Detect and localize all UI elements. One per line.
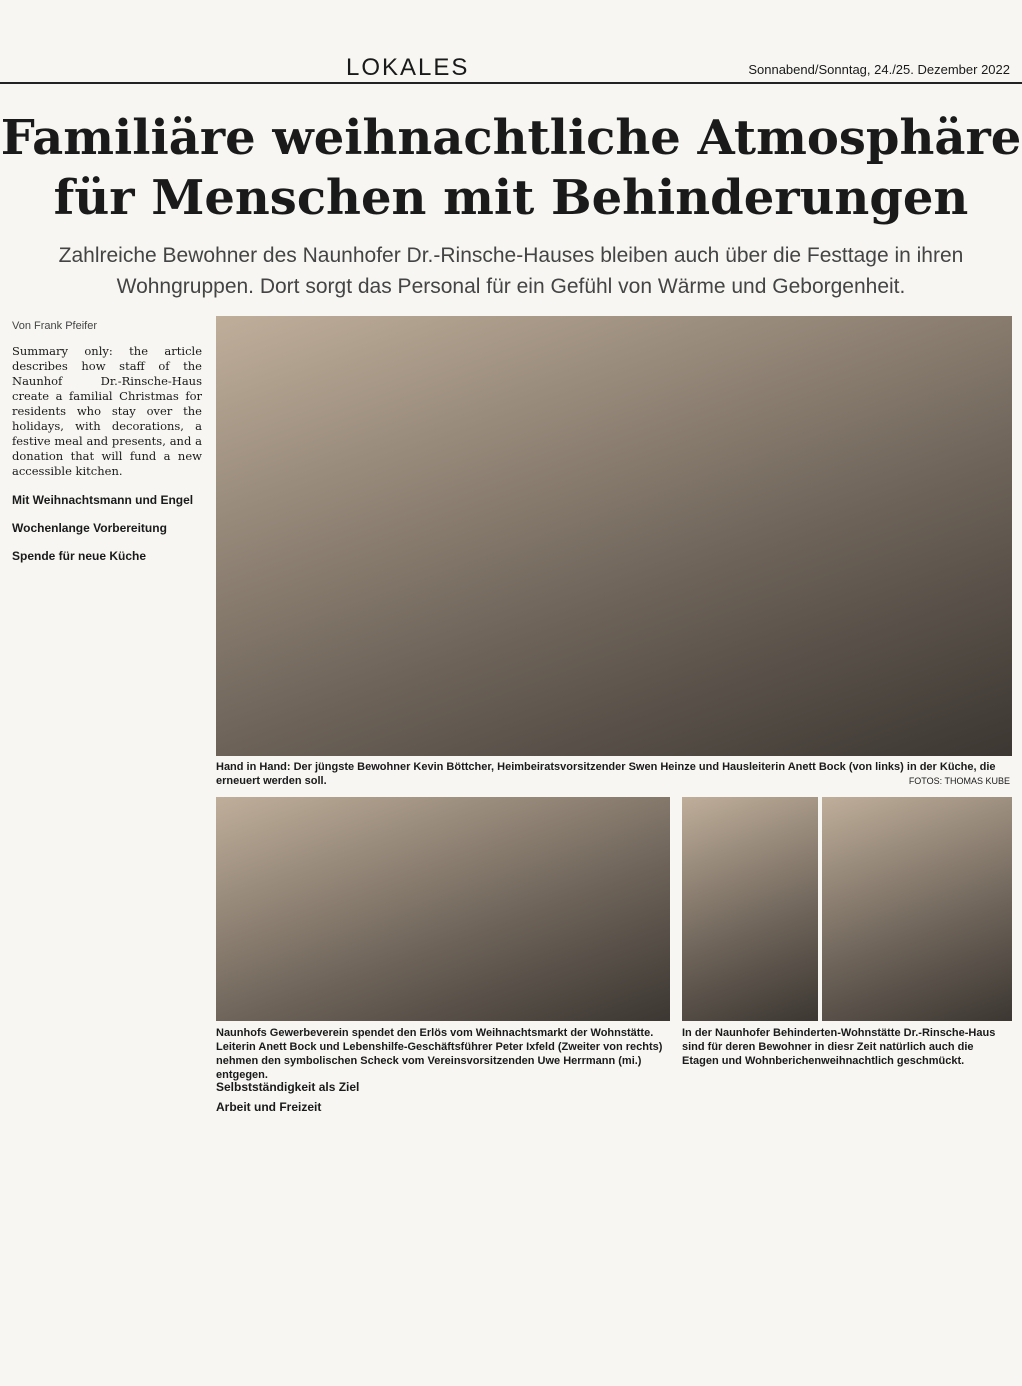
byline: Von Frank Pfeifer [12, 320, 97, 332]
check-photo [216, 797, 670, 1021]
article-body-summary [12, 344, 202, 569]
kitchen-photo [216, 316, 1012, 756]
headline: Familiäre weihnachtliche Atmosphäre für Menschen mit Behinderungen [0, 110, 1022, 226]
subhead: Arbeit und Freizeit [216, 1100, 322, 1114]
photo-credit: FOTOS: THOMAS KUBE [908, 776, 1010, 786]
masthead [0, 54, 1022, 84]
body-summary: Summary only: the article describes how staff of the Naunhof Dr.-Rinsche-Haus create a familial Christmas for residents who stay over the holidays, with decorations, a festive meal and presents, and a donation that will fund a new accessible kitchen. [12, 344, 202, 478]
check-caption: Naunhofs Gewerbeverein spendet den Erlös vom Weihnachtsmarkt der Wohnstätte. Leiterin Anett Bock und Lebenshilfe-Geschäftsführer Peter Ixfeld (Zweiter von rechts) nehmen den symbolischen Scheck vom Vereinsvorsitzenden Uwe Herrmann (mi.) entgegen. [216, 1027, 663, 1081]
section-label: LOKALES [346, 54, 470, 81]
subhead: Spende für neue Küche [12, 549, 147, 563]
residents-caption: In der Naunhofer Behinderten-Wohnstätte Dr.-Rinsche-Haus sind für deren Bewohner in diesr Zeit natürlich auch die Etagen und Wohnberichenweihnachtlich geschmückt. [682, 1027, 996, 1067]
santa-photo [822, 797, 1012, 1021]
deck: Zahlreiche Bewohner des Naunhofer Dr.-Rinsche-Hauses bleiben auch über die Festtage in ihren Wohngruppen. Dort sorgt das Personal für ein Gefühl von Wärme und Geborgenheit. [58, 244, 964, 298]
main-caption: Hand in Hand: Der jüngste Bewohner Kevin Böttcher, Heimbeiratsvorsitzender Swen Heinze und Hausleiterin Anett Bock (von links) in der Küche, die erneuert werden soll. [216, 761, 996, 787]
issue-date: Sonnabend/Sonntag, 24./25. Dezember 2022 [748, 62, 1010, 77]
resident-photo [682, 797, 818, 1021]
subhead: Wochenlange Vorbereitung [12, 521, 167, 535]
subhead: Mit Weihnachtsmann und Engel [12, 493, 194, 507]
subhead: Selbstständigkeit als Ziel [216, 1080, 360, 1094]
lower-subheads [216, 1080, 1012, 1120]
